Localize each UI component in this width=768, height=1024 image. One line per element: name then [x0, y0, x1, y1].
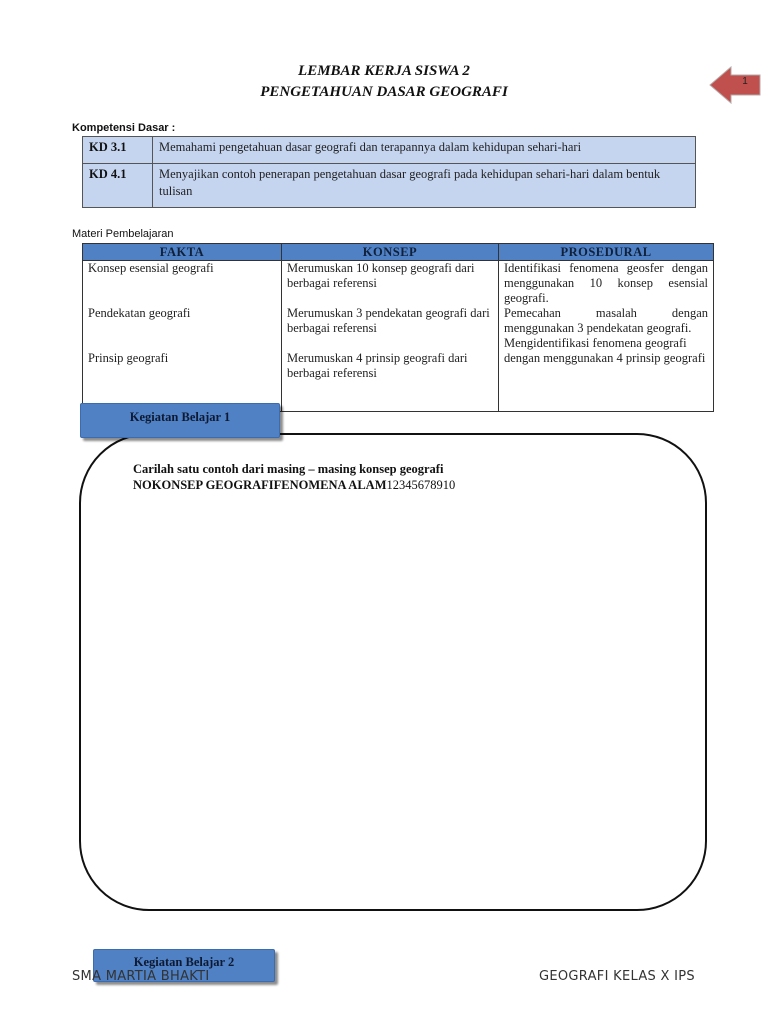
kd-description: Menyajikan contoh penerapan pengetahuan dasar geografi pada kehidupan sehari-hari dalam bentuk tulisan	[153, 164, 696, 208]
footer-subject: GEOGRAFI KELAS X IPS	[539, 969, 695, 984]
fakta-cell	[83, 261, 282, 412]
list-item: Konsep esensial geografi	[88, 261, 214, 275]
activity-numbers: 12345678910	[386, 478, 456, 492]
kegiatan-belajar-1-tab	[80, 403, 280, 438]
table-header-row	[83, 244, 714, 261]
kompetensi-table	[82, 136, 696, 208]
kd-code: KD 4.1	[83, 164, 153, 208]
column-header-fakta: FAKTA	[83, 244, 282, 261]
activity-column-labels: NOKONSEP GEOGRAFIFENOMENA ALAM	[133, 478, 387, 492]
footer-school: SMA MARTIA BHAKTI	[72, 969, 210, 984]
list-item: Pendekatan geografi	[88, 306, 191, 320]
konsep-cell	[282, 261, 499, 412]
table-row	[83, 164, 696, 208]
column-header-konsep: KONSEP	[282, 244, 499, 261]
table-row	[83, 137, 696, 164]
prosedural-cell	[499, 261, 714, 412]
page-number: 1	[742, 76, 748, 87]
kegiatan-belajar-1-label: Kegiatan Belajar 1	[129, 410, 231, 424]
kd-description: Memahami pengetahuan dasar geografi dan terapannya dalam kehidupan sehari-hari	[153, 137, 696, 164]
worksheet-title: LEMBAR KERJA SISWA 2	[298, 63, 470, 79]
column-header-prosedural: PROSEDURAL	[499, 244, 714, 261]
kegiatan-belajar-2-label: Kegiatan Belajar 2	[133, 955, 235, 969]
materi-table	[82, 243, 714, 412]
list-item: Pemecahan masalah dengan menggunakan 3 pendekatan geografi.	[504, 306, 708, 335]
list-item: Merumuskan 10 konsep geografi dari berbagai referensi	[287, 261, 475, 290]
activity-instruction: Carilah satu contoh dari masing – masing konsep geografi	[133, 462, 444, 476]
list-item: Merumuskan 4 prinsip geografi dari berbagai referensi	[287, 351, 468, 380]
list-item: Prinsip geografi	[88, 351, 169, 365]
list-item: Identifikasi fenomena geosfer dengan menggunakan 10 konsep esensial geografi.	[504, 261, 708, 305]
kd-code: KD 3.1	[83, 137, 153, 164]
activity-table-line	[133, 477, 455, 493]
materi-label: Materi Pembelajaran	[72, 228, 174, 240]
list-item: Merumuskan 3 pendekatan geografi dari berbagai referensi	[287, 306, 490, 335]
worksheet-subtitle: PENGETAHUAN DASAR GEOGRAFI	[260, 84, 508, 100]
activity-frame	[79, 433, 707, 911]
kompetensi-label: Kompetensi Dasar :	[72, 122, 176, 134]
list-item: Mengidentifikasi fenomena geografi dengan menggunakan 4 prinsip geografi	[504, 336, 706, 365]
table-row	[83, 261, 714, 412]
